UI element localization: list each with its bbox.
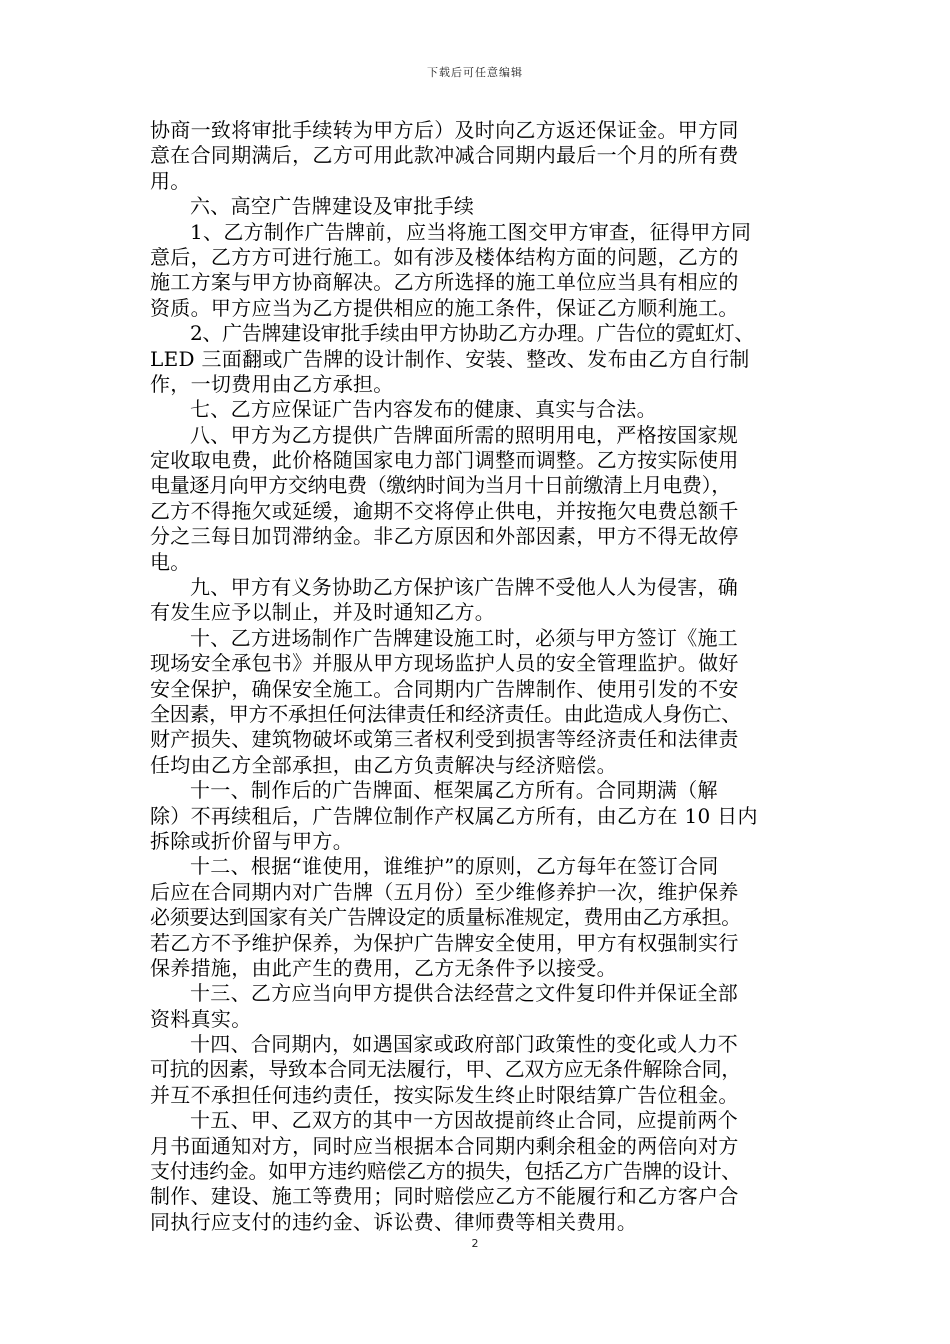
document-text-line: 拆除或折价留与甲方。 xyxy=(150,828,353,853)
document-text-line: 定收取电费，此价格随国家电力部门调整而调整。乙方按实际使用 xyxy=(150,448,739,473)
document-text-line: 电。 xyxy=(150,549,191,574)
document-text-line: 施工方案与甲方协商解决。乙方所选择的施工单位应当具有相应的 xyxy=(150,270,739,295)
document-text-line: LED 三面翻或广告牌的设计制作、安装、整改、发布由乙方自行制 xyxy=(150,346,750,371)
document-text-line: 同执行应支付的违约金、诉讼费、律师费等相关费用。 xyxy=(150,1209,638,1234)
page-header: 下载后可任意编辑 xyxy=(427,66,523,79)
document-text-line: 必须要达到国家有关广告牌设定的质量标准规定，费用由乙方承担。 xyxy=(150,905,741,930)
document-text-line: 六、高空广告牌建设及审批手续 xyxy=(190,194,475,219)
document-text-line: 支付违约金。如甲方违约赔偿乙方的损失，包括乙方广告牌的设计、 xyxy=(150,1159,741,1184)
document-text-line: 资质。甲方应当为乙方提供相应的施工条件，保证乙方顺利施工。 xyxy=(150,295,739,320)
document-text-line: 1、乙方制作广告牌前，应当将施工图交甲方审查，征得甲方同 xyxy=(190,219,752,244)
page-number: 2 xyxy=(471,1237,479,1250)
document-text-line: 现场安全承包书》并服从甲方现场监护人员的安全管理监护。做好 xyxy=(150,651,739,676)
document-text-line: 2、广告牌建设审批手续由甲方协助乙方办理。广告位的霓虹灯、 xyxy=(190,321,755,346)
document-text-line: 若乙方不予维护保养，为保护广告牌安全使用，甲方有权强制实行 xyxy=(150,930,739,955)
document-text-line: 可抗的因素，导致本合同无法履行，甲、乙双方应无条件解除合同， xyxy=(150,1057,741,1082)
document-text-line: 电量逐月向甲方交纳电费（缴纳时间为当月十日前缴清上月电费）， xyxy=(150,473,731,498)
document-text-line: 财产损失、建筑物破坏或第三者权利受到损害等经济责任和法律责 xyxy=(150,727,739,752)
document-text-line: 九、甲方有义务协助乙方保护该广告牌不受他人人为侵害，确 xyxy=(190,575,739,600)
document-text-line: 七、乙方应保证广告内容发布的健康、真实与合法。 xyxy=(190,397,657,422)
document-text-line: 十、乙方进场制作广告牌建设施工时，必须与甲方签订《施工 xyxy=(190,625,739,650)
document-text-line: 意在合同期满后，乙方可用此款冲减合同期内最后一个月的所有费 xyxy=(150,143,739,168)
document-text-line: 八、甲方为乙方提供广告牌面所需的照明用电，严格按国家规 xyxy=(190,422,739,447)
document-text-line: 用。 xyxy=(150,168,191,193)
document-text-line: 并互不承担任何违约责任，按实际发生终止时限结算广告位租金。 xyxy=(150,1082,739,1107)
document-text-line: 保养措施，由此产生的费用，乙方无条件予以接受。 xyxy=(150,955,617,980)
document-text-line: 月书面通知对方，同时应当根据本合同期内剩余租金的两倍向对方 xyxy=(150,1133,739,1158)
document-text-line: 资料真实。 xyxy=(150,1006,252,1031)
document-text-line: 制作、建设、施工等费用；同时赔偿应乙方不能履行和乙方客户合 xyxy=(150,1184,739,1209)
document-text-line: 全因素，甲方不承担任何法律责任和经济责任。由此造成人身伤亡、 xyxy=(150,701,741,726)
document-text-line: 后应在合同期内对广告牌（五月份）至少维修养护一次，维护保养 xyxy=(150,879,739,904)
document-text-line: 十一、制作后的广告牌面、框架属乙方所有。合同期满（解 xyxy=(190,778,718,803)
document-text-line: 安全保护，确保安全施工。合同期内广告牌制作、使用引发的不安 xyxy=(150,676,739,701)
document-text-line: 十四、合同期内，如遇国家或政府部门政策性的变化或人力不 xyxy=(190,1032,739,1057)
document-text-line: 有发生应予以制止，并及时通知乙方。 xyxy=(150,600,496,625)
document-text-line: 协商一致将审批手续转为甲方后）及时向乙方返还保证金。甲方同 xyxy=(150,118,739,142)
document-text-line: 分之三每日加罚滞纳金。非乙方原因和外部因素，甲方不得无故停 xyxy=(150,524,739,549)
document-text-line: 作，一切费用由乙方承担。 xyxy=(150,371,394,396)
document-text-line: 乙方不得拖欠或延缓，逾期不交将停止供电，并按拖欠电费总额千 xyxy=(150,498,739,523)
document-text-line: 十三、乙方应当向甲方提供合法经营之文件复印件并保证全部 xyxy=(190,981,739,1006)
document-body xyxy=(150,118,810,1235)
document-text-line: 十二、根据“谁使用，谁维护”的原则，乙方每年在签订合同 xyxy=(190,854,719,879)
document-text-line: 十五、甲、乙双方的其中一方因故提前终止合同，应提前两个 xyxy=(190,1108,739,1133)
document-text-line: 意后，乙方方可进行施工。如有涉及楼体结构方面的问题，乙方的 xyxy=(150,244,739,269)
document-text-line: 除）不再续租后，广告牌位制作产权属乙方所有，由乙方在 10 日内 xyxy=(150,803,758,828)
document-text-line: 任均由乙方全部承担，由乙方负责解决与经济赔偿。 xyxy=(150,752,617,777)
